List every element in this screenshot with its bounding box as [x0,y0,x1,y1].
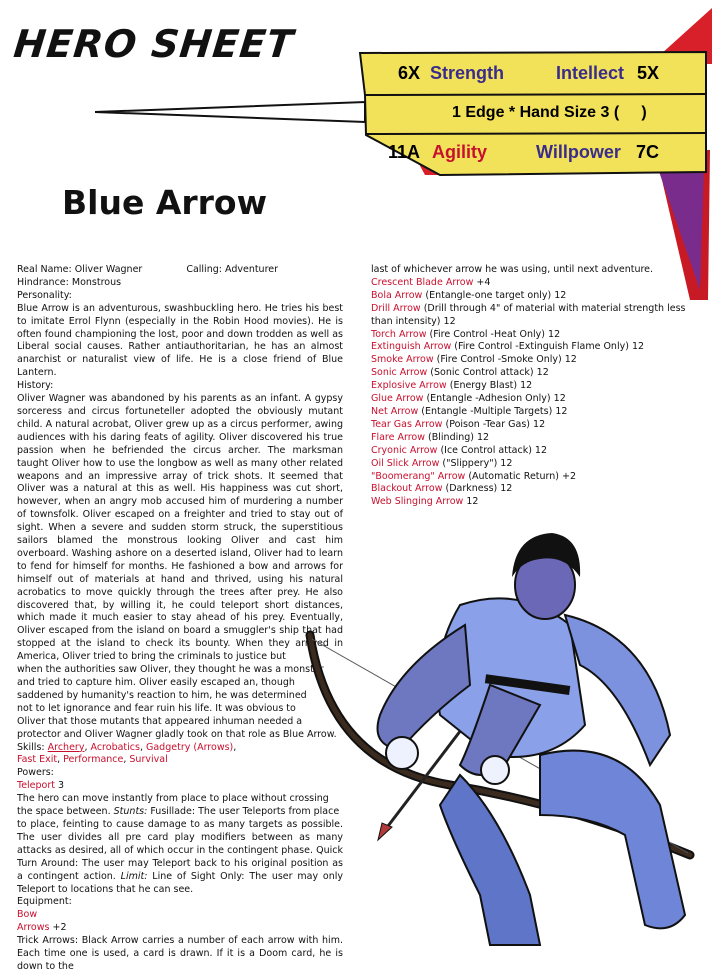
strength-label: Strength [430,63,504,83]
left-column: Real Name: Oliver Wagner Calling: Adventurer Hindrance: Monstrous Personality: Blue Arrow is an adventurous, swashbuckling hero. He tries his best to imitate Errol Flynn (especially in the Robin Hood movies). He is often found championing the lost, poor and down trodden as well as Liberal social causes. Rather antiauthoritarian, he has an almost anarchist or naturalist view of life. He is a close friend of Blue Lantern. History: Oliver Wagner was abandoned by his parents as an infant. A gypsy sorceress and circus fortuneteller adopted the obviously mutant child. A natural acrobat, Oliver grew up as a circus performer, awing audiences with his daring feats of agility. Oliver discovered his true passion when he befriended the circus archer. The marksman taught Oliver how to use the longbow as well as many other related weapons and an impressive array of trick shots. It seemed that Oliver was a natural at this as well. His happiness was cut short, however, when an angry mob accused him of murdering a number of townsfolk. Oliver escaped on a freighter and tried to stay out of sight. When a severe and sudden storm struck, the superstitious sailors blamed the monstrous looking Oliver and cast him overboard. Washing ashore on a deserted island, Oliver had to learn to fend for himself for months. He fashioned a bow and arrows for himself out of materials at hand and thrived, using his natural acrobatics to move quickly through the trees after prey. He also discovered that, by willing it, he could teleport short distances, which made it much easier to stay ahead of his prey. Eventually, Oliver escaped from the island on board a smuggler's ship that had stopped at the island to check its bounty. When they arrived in America, Oliver tried to bring the criminals to justice but when the authorities saw Oliver, they thought he was a monster and tried to capture him. Oliver easily escaped an, though saddened by humanity's reaction to him, he was determined not to let ignorance and fear ruin his life. It was obvious to Oliver that those mutants that appeared inhuman needed a protector and Oliver Wagner gladly took on that role as Blue Arrow. Skills: Archery, Acrobatics, Gadgetry (Arrows), Fast Exit, Performance, Survival Powers: Teleport 3 The hero can move instantly from place to place without crossing the space between. Stunts: Fusillade: The user Teleports from place to place, feinting to cause damage to as many targets as possible. The user divides all pre card play modifiers between as many attacks as desired, all of which occur in the contingent phase. Quick Turn Around: The user may Teleport back to his original position as a contingent action. Limit: Line of Sight Only: The user may only Teleport to locations that he can see. Equipment: Bow Arrows +2 Trick Arrows: Black Arrow carries a number of each arrow with him. Each time one is used, a card is drawn. If it is a Doom card, he is down to the [17,264,343,972]
limit-text: The user may only Teleport to locations that he can see. [17,870,343,895]
arrow-list-item [371,406,701,419]
power-teleport[interactable]: Teleport [17,780,55,792]
arrow-desc: (Fire Control -Extinguish Flame Only) 12 [454,341,645,353]
hero-glove [481,756,509,784]
arrow-list-item [371,303,701,329]
calling-label: Calling: [186,264,222,275]
quick-turn-text: The user may Teleport back to his original position as a contingent action. [17,857,343,882]
arrow-name[interactable]: Sonic Arrow [371,367,428,379]
arrow-name[interactable]: Crescent Blade Arrow [371,276,474,288]
skill-fast-exit[interactable]: Fast Exit [17,754,58,766]
arrow-name[interactable]: Oil Slick Arrow [371,457,440,469]
edge-hand-size: 1 Edge * Hand Size 3 ( ) [452,104,647,121]
intellect-label: Intellect [556,63,625,83]
arrow-list-item [371,290,701,303]
hero-name: Blue Arrow [62,183,268,222]
arrow-desc: (Entangle -Adhesion Only) 12 [426,393,566,405]
skills-label: Skills: [17,741,45,753]
history-label: History: [17,380,54,392]
history-line: saddened by humanity's reaction to him, he was determined [17,689,307,701]
sheet-title: HERO SHEET [11,22,296,66]
willpower-label: Willpower [536,142,621,162]
arrow-list-item [371,471,701,484]
arrow-list-item [371,277,701,290]
arrow-name[interactable]: Explosive Arrow [371,380,447,392]
history-line: when the authorities saw Oliver, they thought he was a monster [17,664,324,676]
arrow-desc: (Ice Control attack) 12 [440,444,548,456]
arrow-list-item [371,329,701,342]
arrow-list-item [371,445,701,458]
arrow-desc: (Poison -Tear Gas) 12 [445,418,546,430]
skill-gadgetry[interactable]: Gadgetry (Arrows) [146,741,234,753]
arrow-desc: 12 [466,496,479,508]
limit-label: Limit: [120,870,148,882]
arrow-name[interactable]: Extinguish Arrow [371,341,452,353]
equipment-label: Equipment: [17,896,72,908]
arrow-desc: +4 [476,276,491,288]
arrow-desc: ("Slippery") 12 [442,457,513,469]
teleport-line: the space between. [17,806,111,818]
arrow-name[interactable]: Torch Arrow [371,328,427,340]
arrow-list-item [371,496,701,509]
strength-value: 6X [398,63,421,83]
arrow-name[interactable]: Flare Arrow [371,431,426,443]
equipment-bow[interactable]: Bow [17,909,38,921]
hindrance: Monstrous [71,276,122,288]
arrow-name[interactable]: Bola Arrow [371,289,423,301]
hero-illustration [290,515,720,955]
arrow-desc: (Drill through 4" of material with material strength less than intensity) 12 [371,302,686,327]
arrow-name[interactable]: Drill Arrow [371,302,421,314]
fusillade-label: Fusillade: [150,806,196,818]
skill-archery[interactable]: Archery [47,741,85,753]
arrow-desc: (Fire Control -Heat Only) 12 [429,328,561,340]
arrow-desc: (Sonic Control attack) 12 [430,367,549,379]
arrow-desc: (Darkness) 12 [445,483,513,495]
intellect-value: 5X [637,63,660,83]
arrow-list-item [371,367,701,380]
teleport-text2: to place, feinting to cause damage to as many targets as possible. The user divides all pre card play modifiers between as many attacks as desired, all of which occur in the contingent phase. [17,818,343,856]
right-column [371,264,701,509]
history-line: protector and Oliver Wagner gladly took on that role as Blue Arrow. [17,728,337,740]
trick-arrows-continued: last of whichever arrow he was using, until next adventure. [371,264,654,275]
equipment-arrows[interactable]: Arrows [17,922,50,934]
personality-label: Personality: [17,289,72,301]
history-line: not to let ignorance and fear ruin his life. It was obvious to [17,702,296,714]
limit-name: Line of Sight Only: [152,870,245,882]
arrow-name[interactable]: Smoke Arrow [371,354,434,366]
hero-glove [386,737,418,769]
arrow-list-item [371,419,701,432]
arrow-name[interactable]: Net Arrow [371,405,419,417]
teleport-score: 3 [58,780,65,792]
arrow-desc: (Entangle -Multiple Targets) 12 [421,405,568,417]
teleport-line: The hero can move instantly from place to place without crossing [17,793,329,805]
skill-performance[interactable]: Performance [63,754,124,766]
arrow-name[interactable]: Web Slinging Arrow [371,496,464,508]
personality-text: Blue Arrow is an adventurous, swashbuckling hero. He tries his best to imitate Errol Flynn (especially in the Robin Hood movies). He is often found championing the lost, poor and down trodden as well as Liberal social causes. Rather antiauthoritarian, he has an almost anarchist or naturalist view of life. He is a close friend of Blue Lantern. [17,302,343,379]
arrow-desc: (Automatic Return) +2 [468,470,577,482]
powers-label: Powers: [17,767,54,779]
hero-leg-right [540,751,685,929]
calling: Adventurer [224,264,279,275]
arrow-name[interactable]: Tear Gas Arrow [371,418,443,430]
arrow-list-item [371,380,701,393]
agility-value: 11A [388,142,421,162]
history-line: Oliver that those mutants that appeared inhuman needed a [17,715,303,727]
arrow-list-item [371,341,701,354]
arrow-desc: (Entangle-one target only) 12 [425,289,567,301]
history-line: and tried to capture him. Oliver easily escaped an, though [17,677,295,688]
stunts-label: Stunts: [113,806,148,818]
agility-label: Agility [432,142,488,162]
trick-arrows-label: Trick Arrows: [17,935,79,947]
banner-divider-top [365,94,706,95]
arrow-desc: (Fire Control -Smoke Only) 12 [436,354,577,366]
arrow-desc: (Blinding) 12 [428,431,490,443]
fusillade-text: The user Teleports from place [198,806,340,818]
history-text: Oliver Wagner was abandoned by his parents as an infant. A gypsy sorceress and circus fortuneteller adopted the obviously mutant child. A natural acrobat, Oliver grew up as a circus performer, awing audiences with his daring feats of agility. Oliver discovered his true passion when he befriended the circus archer. The marksman taught Oliver how to use the longbow as well as many other related weapons and an impressive array of trick shots. It seemed that Oliver was a natural at this as well. His happiness was cut short, however, when an angry mob accused him of murdering a number of townsfolk. Oliver escaped on a freighter and tried to stay out of sight. When a severe and sudden storm struck, the superstitious sailors blamed the monstrous looking Oliver and cast him overboard. Washing ashore on a deserted island, Oliver had to learn to fend for himself for months. He fashioned a bow and arrows for himself out of materials at hand and thrived, using his natural acrobatics to move quickly through the trees after prey. He also discovered that, by willing it, he could teleport short distances, which made it much easier to stay ahead of his prey. Eventually, Oliver escaped from the island on board a smuggler's ship that had stopped at the island to check its bounty. When they arrived in America, Oliver tried to bring the criminals to justice but [17,393,343,663]
real-name-label: Real Name: [17,264,72,275]
skill-survival[interactable]: Survival [129,754,168,766]
banner-divider-bottom [366,133,706,134]
real-name: Oliver Wagner [74,264,143,275]
arrow-list-item [371,354,701,367]
arrow-name[interactable]: Blackout Arrow [371,483,443,495]
arrow-list-item [371,458,701,471]
hindrance-label: Hindrance: [17,276,69,288]
willpower-value: 7C [636,142,660,162]
quick-turn-label: Quick Turn Around: [17,844,343,869]
white-spike-left [95,102,365,122]
arrow-list-item [371,483,701,496]
arrow-name[interactable]: "Boomerang" Arrow [371,470,466,482]
arrow-name[interactable]: Cryonic Arrow [371,444,438,456]
arrow-name[interactable]: Glue Arrow [371,393,424,405]
skill-acrobatics[interactable]: Acrobatics [90,741,140,753]
trick-arrows-text: Black Arrow carries a number of each arrow with him. Each time one is used, a card is drawn. If it is a Doom card, he is down to the [17,935,343,972]
arrows-bonus: +2 [52,922,67,934]
arrow-desc: (Energy Blast) 12 [449,380,533,392]
arrow-list-item [371,432,701,445]
hero-arm-left [378,625,471,750]
arrow-list-item [371,393,701,406]
